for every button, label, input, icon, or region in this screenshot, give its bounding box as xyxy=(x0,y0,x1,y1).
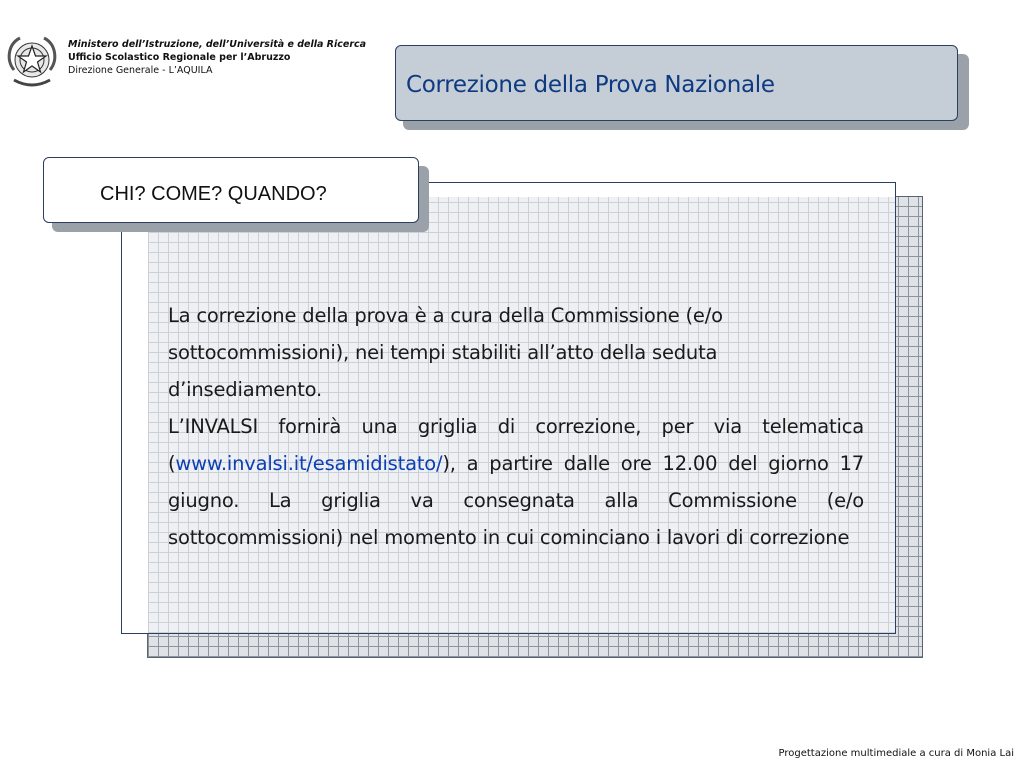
paragraph-invalsi-start: L’INVALSI fornirà una griglia di correzione, per via telematica ( xyxy=(168,415,864,475)
label-box xyxy=(43,157,419,223)
regional-office-name: Ufficio Scolastico Regionale per l’Abruzzo xyxy=(68,52,291,63)
paragraph-invalsi xyxy=(168,408,864,556)
title-box xyxy=(395,45,958,121)
content-text xyxy=(168,297,864,556)
ministry-name: Ministero dell’Istruzione, dell’Università e della Ricerca xyxy=(68,39,367,50)
paragraph-commission: La correzione della prova è a cura della Commissione (e/o sottocommissioni), nei tempi stabiliti all’atto della seduta d’insediamento. xyxy=(168,304,723,401)
slide-title: Correzione della Prova Nazionale xyxy=(406,72,775,98)
organization-header xyxy=(68,38,366,77)
paragraph-invalsi-end: ), a partire dalle ore 12.00 del giorno 17 giugno. La griglia va consegnata alla Commissione (e/o sottocommissioni) nel momento in cui cominciano i lavori di correzione xyxy=(168,452,864,549)
section-label: CHI? COME? QUANDO? xyxy=(100,183,327,205)
invalsi-link[interactable]: www.invalsi.it/esamidistato/ xyxy=(175,452,443,475)
italian-republic-emblem-icon xyxy=(4,30,60,96)
directorate-name: Direzione Generale - L’AQUILA xyxy=(68,65,213,76)
footer-credit: Progettazione multimediale a cura di Monia Lai xyxy=(778,748,1014,759)
